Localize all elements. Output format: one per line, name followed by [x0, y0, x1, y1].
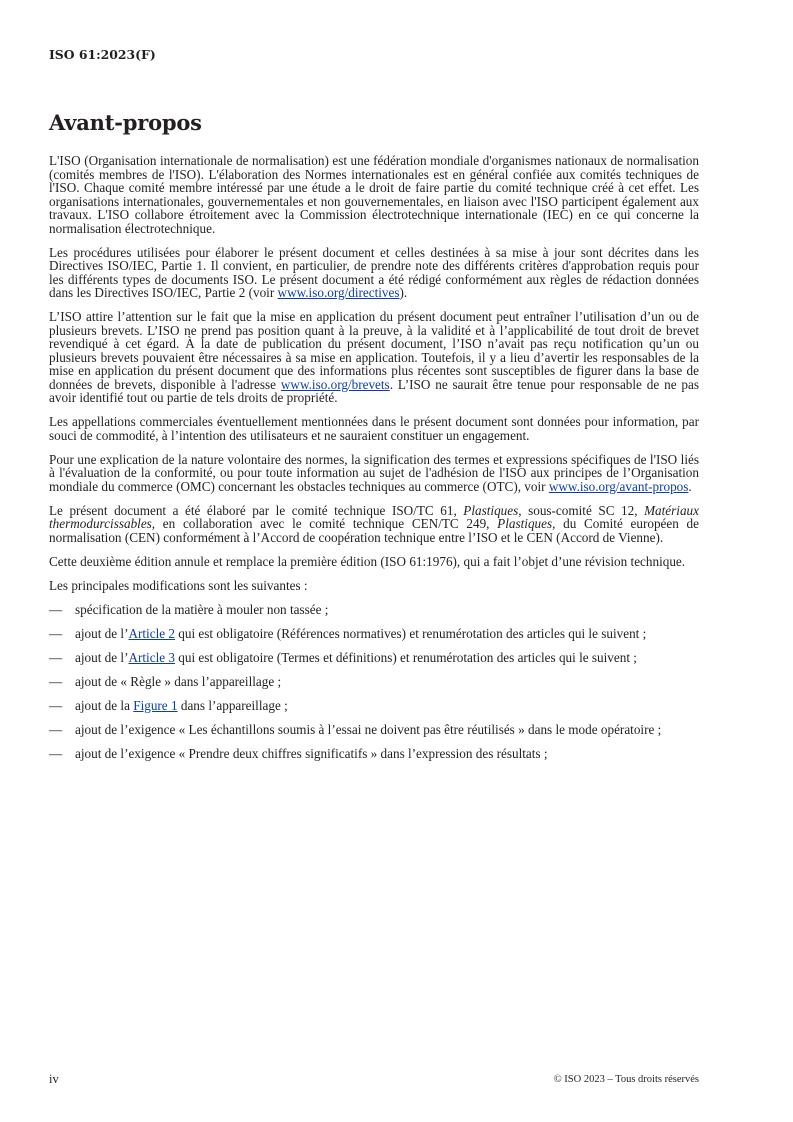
paragraph-voluntary-nature [49, 453, 699, 494]
subcommittee-name: Matériaux thermodurcissables, [49, 502, 699, 531]
paragraph-text: . L’ISO ne saurait être tenue pour responsable de ne pas avoir identifié tout ou partie de tels droits de propriété. [49, 376, 699, 405]
paragraph-modifications-intro: Les principales modifications sont les suivantes : [49, 577, 308, 593]
dash-bullet-icon: — [49, 625, 63, 641]
list-item [49, 627, 699, 641]
list-item-text: qui est obligatoire (Références normatives) et renumérotation des articles qui le suivent ; [174, 625, 647, 641]
paragraph-text: en collaboration avec le comité technique CEN/TC 249, [155, 516, 498, 531]
paragraph-committee [49, 504, 699, 545]
paragraph-text: Pour une explication de la nature volontaire des normes, la signification des termes et expressions spécifiques de l'ISO liés à l'évaluation de la conformité, ou pour toute information au sujet de l'adhésion de l'ISO aux principes de l’Organisation mondiale du commerce (OMC) concernant les obstacles techniques au commerce (OTC), voir [49, 451, 699, 494]
copyright-notice: © ISO 2023 – Tous droits réservés [553, 1074, 699, 1085]
modifications-list [49, 603, 699, 761]
link-avant-propos[interactable]: www.iso.org/avant-propos [548, 478, 689, 494]
dash-bullet-icon: — [49, 673, 63, 689]
paragraph-text: , sous-comité SC 12, [518, 502, 645, 518]
paragraph-procedures [49, 246, 699, 300]
list-item-text: spécification de la matière à mouler non tassée ; [75, 601, 329, 617]
paragraph-patents [49, 310, 699, 405]
paragraph-text: Les procédures utilisées pour élaborer le présent document et celles destinées à sa mise à jour sont décrites dans les Directives ISO/IEC, Partie 1. Il convient, en particulier, de prendre note des différents critères d'approbation requis pour les différents types de documents ISO. Le présent document a été rédigé conformément aux règles de rédaction données dans les Directives ISO/IEC, Partie 2 (voir [49, 244, 699, 300]
paragraph-text: . [688, 478, 692, 494]
list-item [49, 699, 699, 713]
list-item [49, 747, 699, 761]
dash-bullet-icon: — [49, 745, 63, 761]
committee-name: Plastiques [463, 502, 519, 518]
paragraph-text: Le présent document a été élaboré par le comité technique ISO/TC 61, [49, 502, 464, 518]
link-article-2[interactable]: Article 2 [128, 625, 175, 641]
link-article-3[interactable]: Article 3 [128, 649, 175, 665]
list-item-text: ajout de l’exigence « Prendre deux chiffres significatifs » dans l’expression des résultats ; [75, 745, 548, 761]
paragraph-text: L’ISO attire l’attention sur le fait que la mise en application du présent document peut entraîner l’utilisation d’un ou de plusieurs brevets. L’ISO ne prend pas position quant à la preuve, à la validité et à l’applicabilité de tout droit de brevet revendiqué à cet égard. À la date de publication du présent document, l’ISO n’avait pas reçu notification qu’un ou plusieurs brevets pouvaient être nécessaires à sa mise en application. Toutefois, il y a lieu d’avertir les responsables de la mise en application du présent document que des informations plus récentes sont susceptibles de figurer dans la base de données de brevets, disponible à l'adresse [49, 309, 699, 392]
list-item-text: qui est obligatoire (Termes et définitions) et renumérotation des articles qui le suivent ; [174, 649, 637, 665]
document-identifier: ISO 61:2023(F) [49, 47, 156, 62]
link-brevets[interactable]: www.iso.org/brevets [280, 376, 390, 392]
list-item-text: ajout de la [75, 697, 134, 713]
list-item-text: ajout de l’ [75, 649, 129, 665]
section-title: Avant-propos [49, 110, 202, 135]
list-item-text: dans l’appareillage ; [177, 697, 288, 713]
paragraph-iso-intro: L'ISO (Organisation internationale de normalisation) est une fédération mondiale d'organismes nationaux de normalisation (comités membres de l'ISO). L'élaboration des Normes internationales est en général confiée aux comités techniques de l'ISO. Chaque comité membre intéressé par une étude a le droit de faire partie du comité technique créé à cet effet. Les organisations internationales, gouvernementales et non gouvernementales, en liaison avec l'ISO participent également aux travaux. L'ISO collabore étroitement avec la Commission électrotechnique internationale (IEC) en ce qui concerne la normalisation électrotechnique. [49, 153, 699, 236]
list-item-text: ajout de « Règle » dans l’appareillage ; [75, 673, 282, 689]
link-directives[interactable]: www.iso.org/directives [277, 285, 400, 300]
list-item-text: ajout de l’exigence « Les échantillons soumis à l’essai ne doivent pas être réutilisés » dans le mode opératoire ; [75, 721, 662, 737]
paragraph-text: du Comité européen de normalisation (CEN) conformément à l’Accord de coopération technique entre l’ISO et le CEN (Accord de Vienne). [49, 516, 699, 545]
dash-bullet-icon: — [49, 601, 63, 617]
paragraph-edition: Cette deuxième édition annule et remplace la première édition (ISO 61:1976), qui a fait l’objet d’une révision technique. [49, 553, 686, 569]
dash-bullet-icon: — [49, 649, 63, 665]
dash-bullet-icon: — [49, 721, 63, 737]
list-item-text: ajout de l’ [75, 625, 129, 641]
paragraph-trade-names: Les appellations commerciales éventuellement mentionnées dans le présent document sont données pour information, par souci de commodité, à l’intention des utilisateurs et ne sauraient constituer un engagement. [49, 414, 699, 443]
list-item [49, 651, 699, 665]
dash-bullet-icon: — [49, 697, 63, 713]
cen-committee-name: Plastiques, [497, 516, 556, 531]
link-figure-1[interactable]: Figure 1 [133, 697, 178, 713]
foreword-body [49, 154, 699, 771]
list-item [49, 723, 699, 737]
page-number: iv [49, 1072, 59, 1086]
list-item [49, 675, 699, 689]
paragraph-text: ). [399, 285, 408, 300]
list-item [49, 603, 699, 617]
